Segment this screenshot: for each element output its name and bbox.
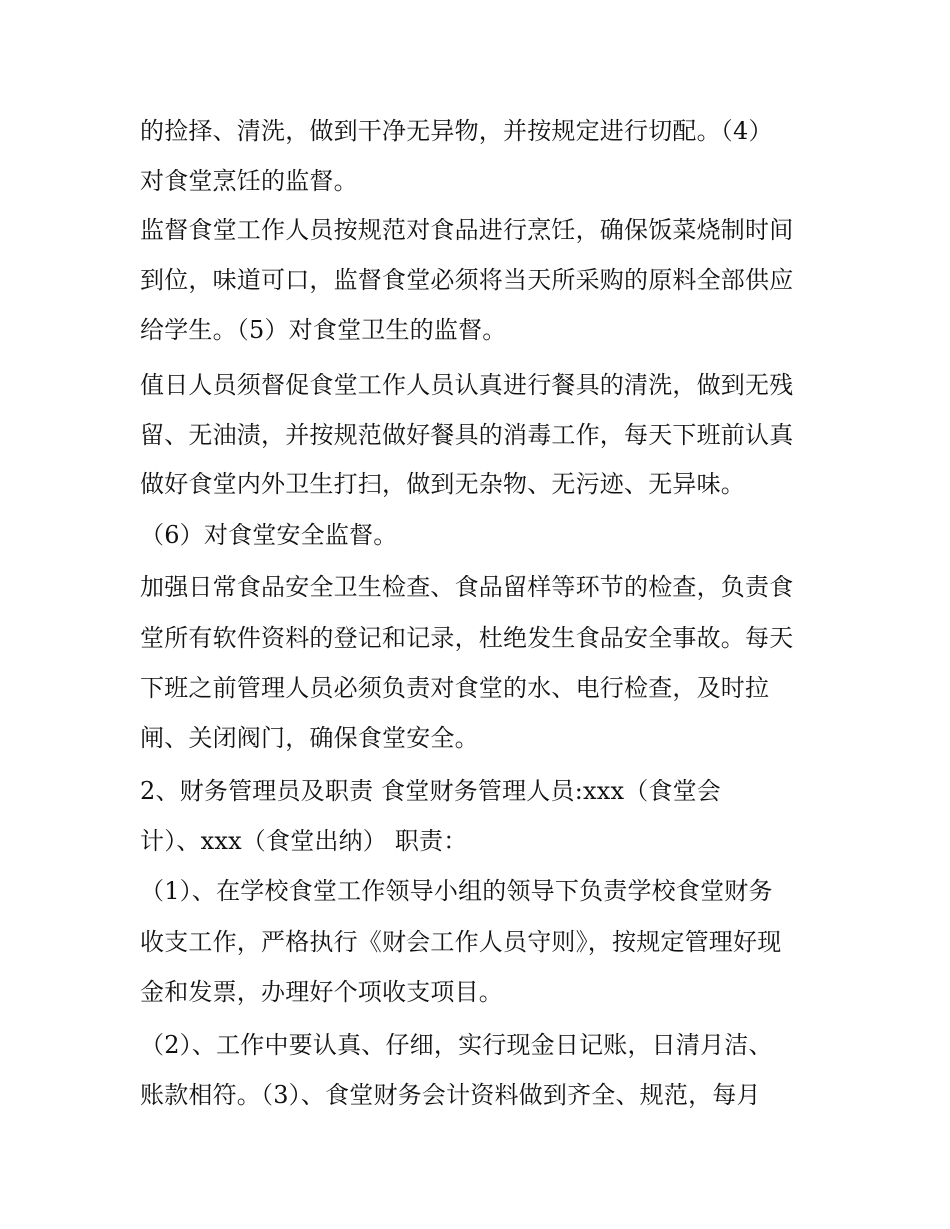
text-line: 监督食堂工作人员按规范对食品进行烹饪，确保饭菜烧制时间 (140, 216, 794, 244)
text-line: 收支工作，严格执行《财会工作人员守则》，按规定管理好现 (140, 928, 782, 956)
text-line: 金和发票，办理好个项收支项目。 (140, 978, 503, 1006)
text-line: 的捡择、清洗，做到干净无异物，并按规定进行切配。（4） (140, 117, 773, 145)
text-line: 对食堂烹饪的监督。 (140, 167, 358, 195)
text-line: 计）、xxx（食堂出纳） 职责： (140, 827, 468, 855)
text-line: 下班之前管理人员必须负责对食堂的水、电行检查，及时拉 (140, 674, 770, 702)
text-line: 留、无油渍，并按规范做好餐具的消毒工作，每天下班前认真 (140, 421, 794, 449)
text-line: 做好食堂内外卫生打扫，做到无杂物、无污迹、无异味。 (140, 470, 745, 498)
text-line: 账款相符。（3）、食堂财务会计资料做到齐全、规范，每月 (140, 1081, 761, 1109)
text-line: （6）对食堂安全监督。 (140, 521, 398, 549)
text-line: （1）、在学校食堂工作领导小组的领导下负责学校食堂财务 (140, 877, 773, 905)
text-line: 闸、关闭阀门，确保食堂安全。 (140, 724, 479, 752)
text-line: （2）、工作中要认真、仔细，实行现金日记账，日清月洁、 (140, 1031, 773, 1059)
text-line: 堂所有软件资料的登记和记录，杜绝发生食品安全事故。每天 (140, 624, 794, 652)
text-line: 加强日常食品安全卫生检查、食品留样等环节的检查，负责食 (140, 573, 794, 601)
text-line: 给学生。（5）对食堂卫生的监督。 (140, 316, 507, 344)
text-line: 到位，味道可口，监督食堂必须将当天所采购的原料全部供应 (140, 266, 794, 294)
text-line: 2、财务管理员及职责 食堂财务管理人员:xxx（食堂会 (140, 777, 721, 805)
text-line: 值日人员须督促食堂工作人员认真进行餐具的清洗，做到无残 (140, 371, 794, 399)
